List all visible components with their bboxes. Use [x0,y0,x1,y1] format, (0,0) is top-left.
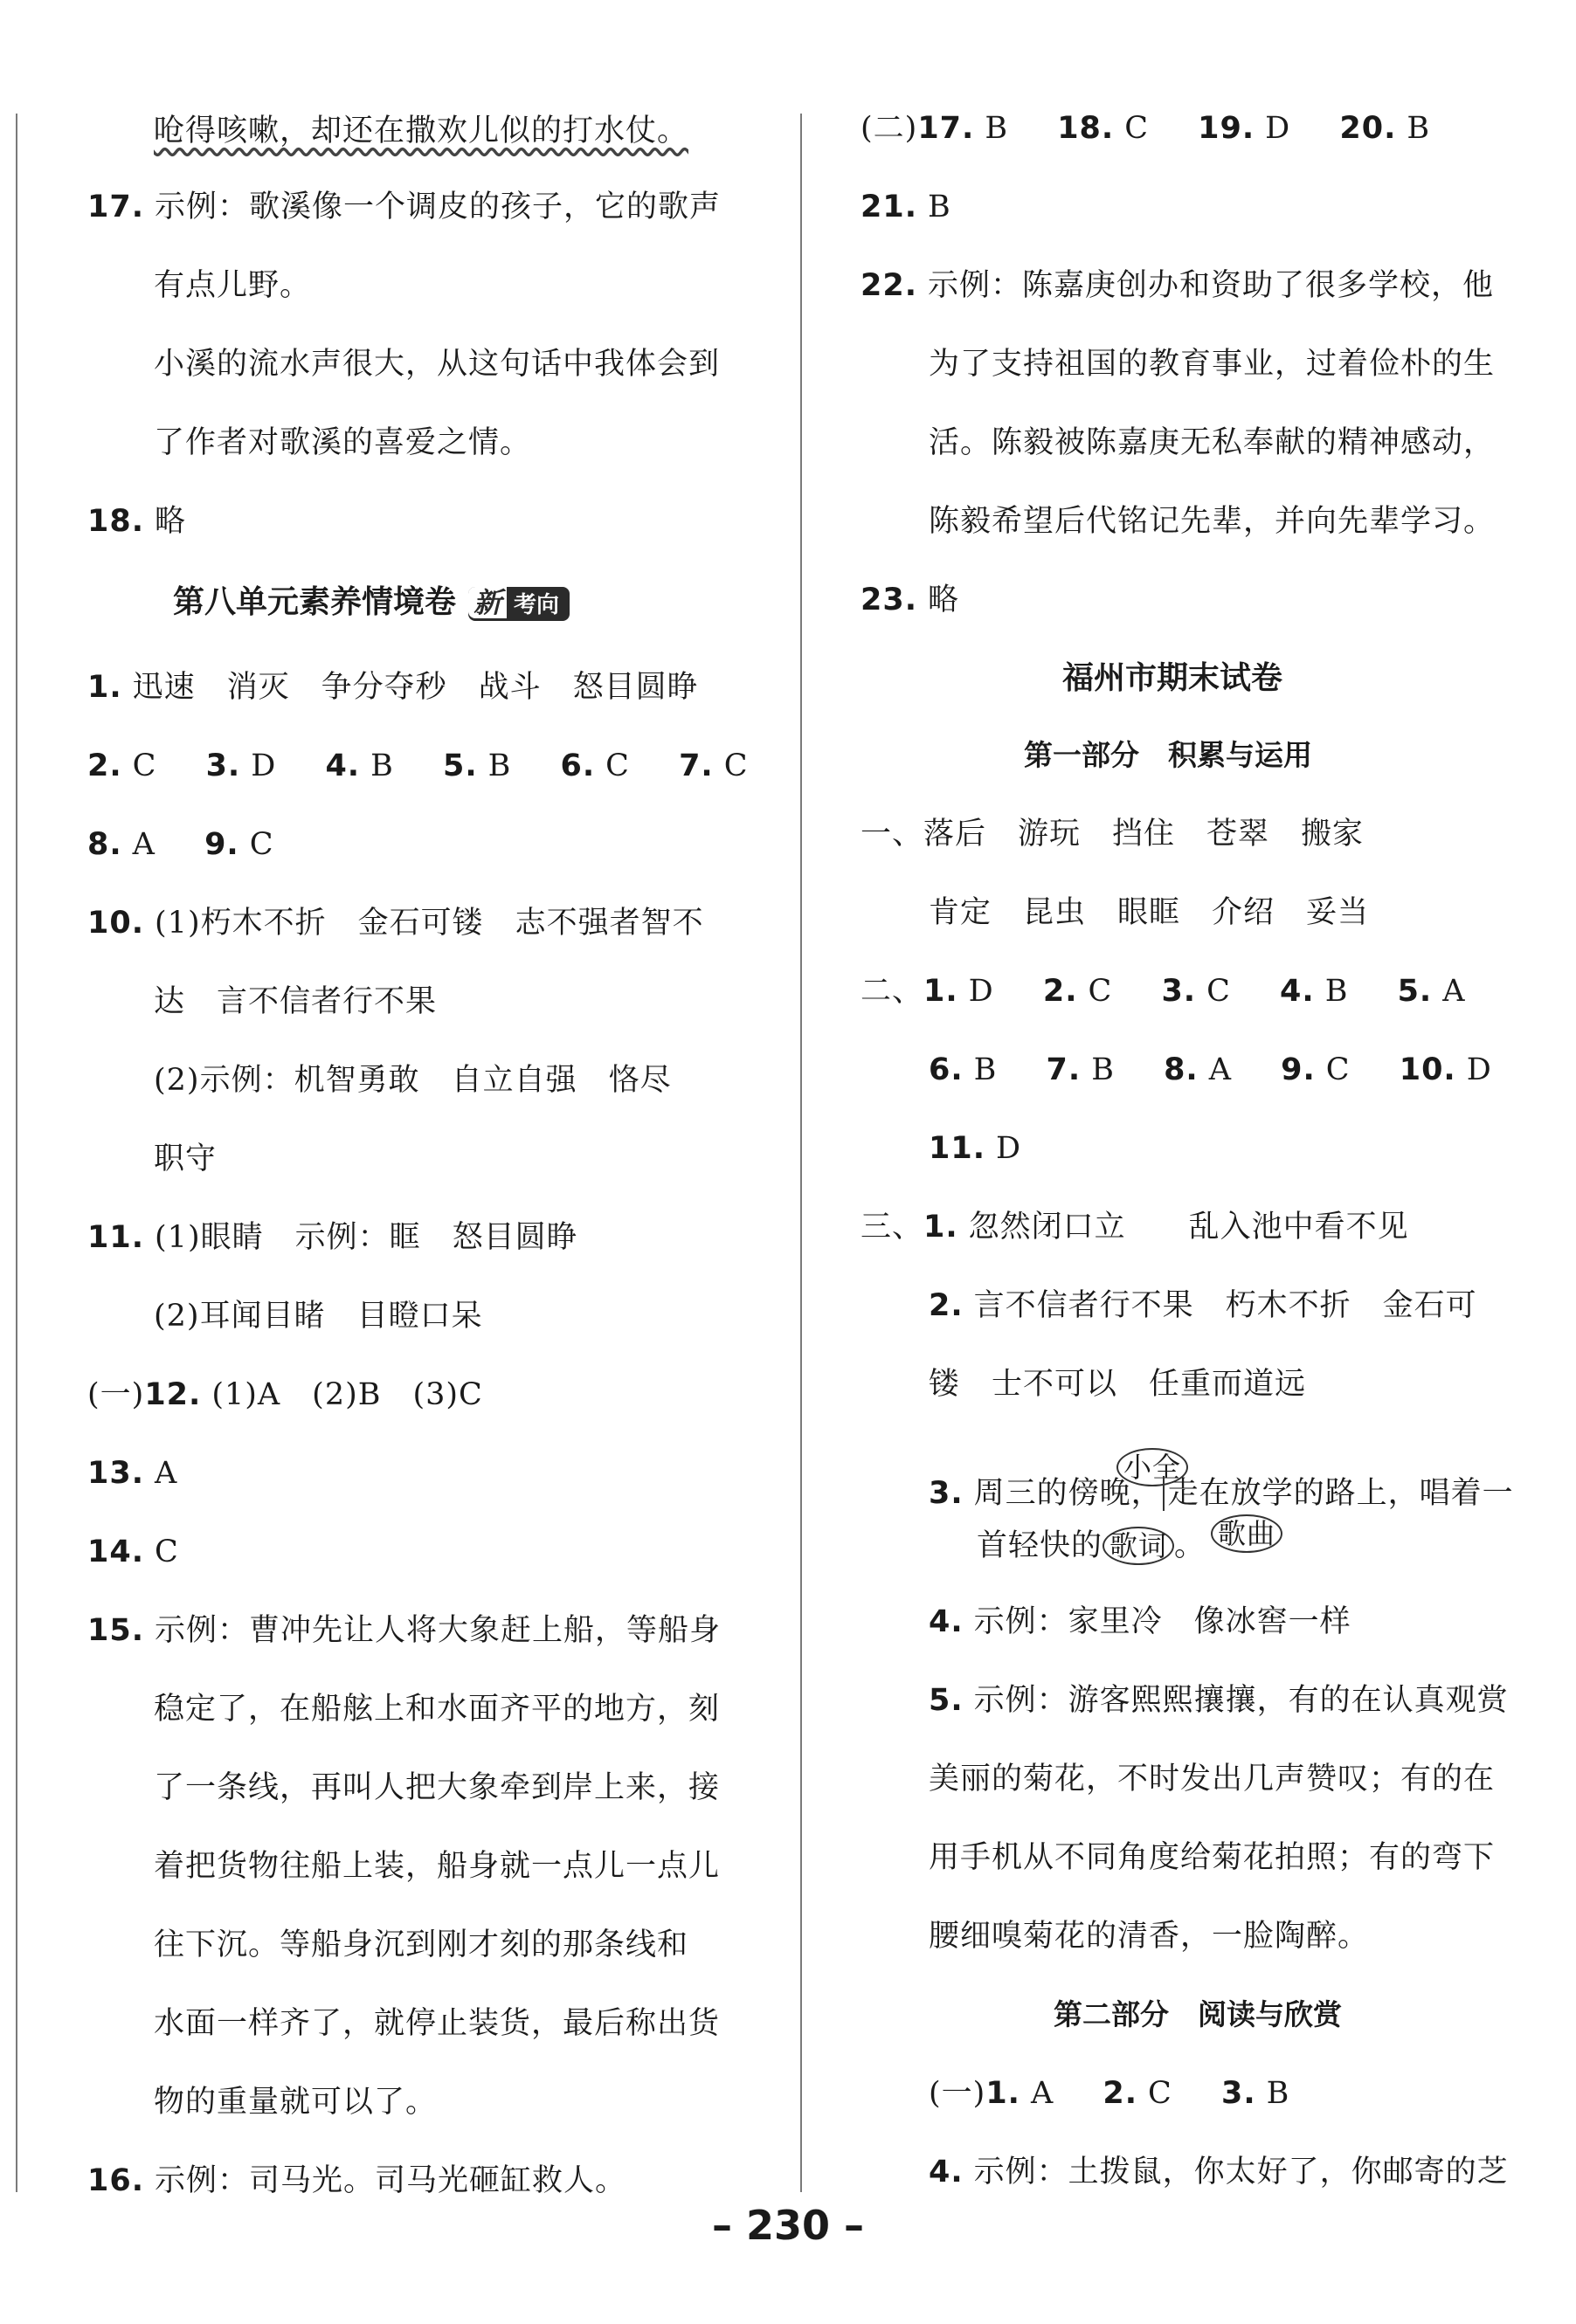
answer-11-cont: (2)耳闻目睹 目瞪口呆 [154,1299,483,1334]
answer-17-cont: 有点儿野。 [154,268,312,303]
answer-r22-cont: 为了支持祖国的教育事业，过着俭朴的生 [929,347,1496,382]
page-number: – 230 – [711,2202,865,2249]
answer-17: 17. 示例：歌溪像一个调皮的孩子，它的歌声 [87,190,722,224]
answer-s3-5-cont: 用手机从不同角度给菊花拍照；有的弯下 [929,1840,1496,1875]
answer-r22-cont: 活。陈毅被陈嘉庚无私奉献的精神感动， [929,425,1496,460]
answer-r23: 23. 略 [861,583,960,617]
answer-13: 13. A [87,1456,178,1491]
answer-r21: 21. B [861,190,951,224]
answer-p2-row: (一)1. A 2. C 3. B [929,2076,1290,2111]
section-title-fuzhou: 福州市期末试卷 [1062,660,1283,696]
answer-line: 呛得咳嗽，却还在撒欢儿似的打水仗。 [154,114,689,148]
answer-10-cont: 职守 [154,1141,218,1176]
answer-16: 16. 示例：司马光。司马光砸缸救人。 [87,2163,627,2198]
answer-s3-5-cont: 美丽的菊花，不时发出几声赞叹；有的在 [929,1762,1496,1796]
answer-s2-row1: 二、1. D 2. C 3. C 4. B 5. A [861,974,1466,1009]
answer-14: 14. C [87,1534,179,1569]
answer-10: 10. (1)朽木不折 金石可镂 志不强者智不 [87,906,704,941]
answer-17-cont: 了作者对歌溪的喜爱之情。 [154,425,532,460]
answer-s3-2-cont: 镂 士不可以 任重而道远 [929,1367,1307,1402]
column-divider [800,114,802,2192]
answer-s3-3-cont: 首轻快的 歌词 。 歌曲 [977,1524,1282,1568]
answer-15-cont: 物的重量就可以了。 [154,2085,438,2120]
answer-12: (一)12. (1)A (2)B (3)C [87,1377,483,1412]
new-exam-badge: 新 考向 [468,587,570,621]
answer-15-cont: 水面一样齐了，就停止装货，最后称出货 [154,2006,721,2041]
answer-r22-cont: 陈毅希望后代铭记先辈，并向先辈学习。 [929,504,1496,539]
correction-insert-mark: 小全 [1116,1445,1188,1489]
section-title-unit8: 第八单元素养情境卷 新 考向 [173,581,570,624]
answer-18: 18. 略 [87,504,187,539]
answer-15-cont: 着把货物往船上装，船身就一点儿一点儿 [154,1849,721,1884]
part-two-title: 第二部分 阅读与欣赏 [1054,1997,1342,2031]
part-one-title: 第一部分 积累与运用 [1024,738,1312,772]
left-margin-rule [16,114,17,2192]
correction-word: 歌曲 [1211,1514,1282,1553]
answer-s3-2: 2. 言不信者行不果 朽木不折 金石可 [929,1288,1477,1323]
answer-s2-row3: 11. D [929,1131,1022,1166]
answer-15: 15. 示例：曹冲先让人将大象赶上船，等船身 [87,1613,722,1648]
answer-15-cont: 了一条线，再叫人把大象牵到岸上来，接 [154,1770,721,1805]
answer-r22: 22. 示例：陈嘉庚创办和资助了很多学校，他 [861,268,1495,303]
answer-11: 11. (1)眼睛 示例：眶 怒目圆睁 [87,1220,578,1255]
answer-p2-4: 4. 示例：土拨鼠，你太好了，你邮寄的芝 [929,2155,1509,2190]
answer-s3-5-cont: 腰细嗅菊花的清香，一脸陶醉。 [929,1919,1370,1954]
answer-10-cont: 达 言不信者行不果 [154,984,438,1019]
answer-s1-cont: 肯定 昆虫 眼眶 介绍 妥当 [929,895,1370,930]
answer-10-cont: (2)示例：机智勇敢 自立自强 恪尽 [154,1063,672,1098]
answer-s3-4: 4. 示例：家里冷 像冰窖一样 [929,1604,1351,1639]
answer-s3-5: 5. 示例：游客熙熙攘攘，有的在认真观赏 [929,1683,1509,1718]
answer-s3-3: 3. 周三的傍晚， 走在放学的路上，唱着一 [929,1476,1514,1511]
answer-8-9: 8. A 9. C [87,827,274,862]
answer-s2-row2: 6. B 7. B 8. A 9. C 10. D [929,1052,1492,1087]
answer-s1: 一、落后 游玩 挡住 苍翠 搬家 [861,817,1365,852]
answer-17-cont: 小溪的流水声很大，从这句话中我体会到 [154,347,721,382]
answer-15-cont: 稳定了，在船舷上和水面齐平的地方，刻 [154,1692,721,1727]
answer-1: 1. 迅速 消灭 争分夺秒 战斗 怒目圆睁 [87,670,699,705]
answer-s3-1: 三、1. 忽然闭口立 乱入池中看不见 [861,1210,1409,1245]
circled-error-word: 歌词 [1103,1527,1174,1565]
answer-r17-20: (二)17. B 18. C 19. D 20. B [861,111,1431,146]
answer-2-7: 2. C 3. D 4. B 5. B 6. C 7. C [87,748,749,783]
answer-15-cont: 往下沉。等船身沉到刚才刻的那条线和 [154,1927,689,1962]
